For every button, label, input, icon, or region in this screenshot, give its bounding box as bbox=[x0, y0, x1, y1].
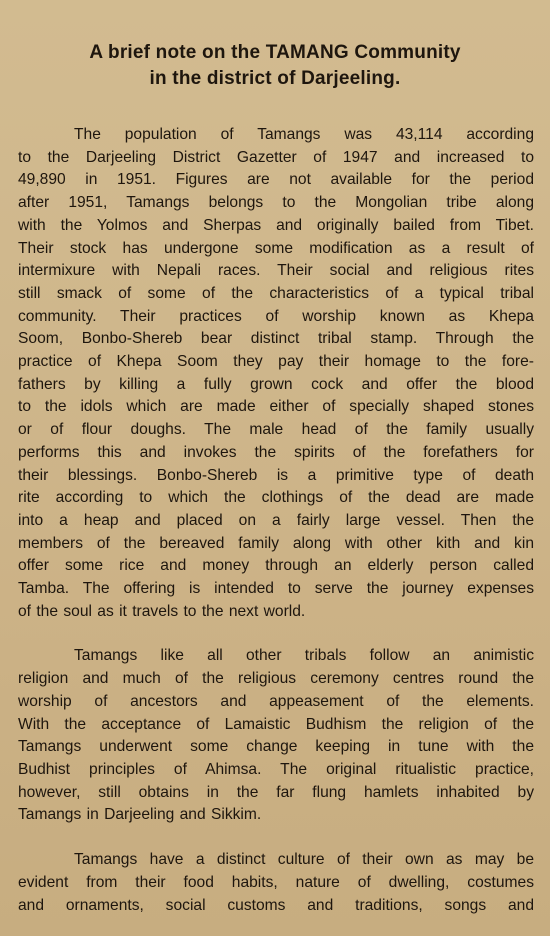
text-line: With the acceptance of Lamaistic Budhism the religion of the bbox=[18, 715, 534, 733]
text-line: practice of Khepa Soom they pay their homage to the fore- bbox=[18, 353, 534, 371]
text-line: 49,890 in 1951. Figures are not available for the period bbox=[18, 171, 534, 189]
text-line: Budhist principles of Ahimsa. The original ritualistic practice, bbox=[18, 760, 534, 778]
text-line: offer some rice and money through an elderly person called bbox=[18, 557, 534, 575]
text-line: their blessings. Bonbo-Shereb is a primitive type of death bbox=[18, 466, 534, 484]
text-line: to the idols which are made either of specially shaped stones bbox=[18, 398, 534, 416]
text-line: Tamangs in Darjeeling and Sikkim. bbox=[18, 806, 262, 824]
paragraph-culture bbox=[18, 849, 534, 917]
text-line: after 1951, Tamangs belongs to the Mongolian tribe along bbox=[18, 194, 534, 212]
text-line: however, still obtains in the far flung hamlets inhabited by bbox=[18, 783, 534, 801]
paragraph-population bbox=[18, 124, 534, 623]
document-title bbox=[0, 40, 550, 92]
text-line: Tamangs have a distinct culture of their own as may be bbox=[74, 851, 534, 869]
text-line: worship of ancestors and appeasement of the elements. bbox=[18, 692, 534, 710]
text-line: of the soul as it travels to the next world. bbox=[18, 602, 306, 620]
paragraph-gap bbox=[18, 827, 534, 849]
text-line: with the Yolmos and Sherpas and originally bailed from Tibet. bbox=[18, 216, 534, 234]
text-line: members of the bereaved family along with other kith and kin bbox=[18, 534, 534, 552]
text-line: into a heap and placed on a fairly large vessel. Then the bbox=[18, 511, 534, 529]
text-line: Their stock has undergone some modification as a result of bbox=[18, 239, 534, 257]
text-line: still smack of some of the characteristics of a typical tribal bbox=[18, 284, 534, 302]
paragraph-religion bbox=[18, 645, 534, 827]
text-line: Tamba. The offering is intended to serve the journey expenses bbox=[18, 580, 534, 598]
paragraph-gap bbox=[18, 623, 534, 645]
text-line: or of flour doughs. The male head of the family usually bbox=[18, 421, 534, 439]
text-line: evident from their food habits, nature of dwelling, costumes bbox=[18, 873, 534, 891]
text-line: fathers by killing a fully grown cock and offer the blood bbox=[18, 375, 534, 393]
text-line: The population of Tamangs was 43,114 according bbox=[74, 126, 534, 143]
title-line-2: in the district of Darjeeling. bbox=[149, 68, 401, 89]
text-line: intermixure with Nepali races. Their social and religious rites bbox=[18, 262, 534, 280]
body-text bbox=[18, 124, 534, 917]
text-line: to the Darjeeling District Gazetter of 1947 and increased to bbox=[18, 148, 534, 166]
text-line: Tamangs like all other tribals follow an animistic bbox=[74, 647, 534, 665]
text-line: religion and much of the religious ceremony centres round the bbox=[18, 670, 534, 688]
text-line: rite according to which the clothings of the dead are made bbox=[18, 489, 534, 507]
text-line: Soom, Bonbo-Shereb bear distinct tribal stamp. Through the bbox=[18, 330, 534, 348]
text-line: and ornaments, social customs and traditions, songs and bbox=[18, 896, 534, 914]
text-line: performs this and invokes the spirits of the forefathers for bbox=[18, 443, 534, 461]
title-line-1: A brief note on the TAMANG Community bbox=[89, 42, 461, 63]
text-line: Tamangs underwent some change keeping in tune with the bbox=[18, 738, 534, 756]
text-line: community. Their practices of worship known as Khepa bbox=[18, 307, 534, 325]
